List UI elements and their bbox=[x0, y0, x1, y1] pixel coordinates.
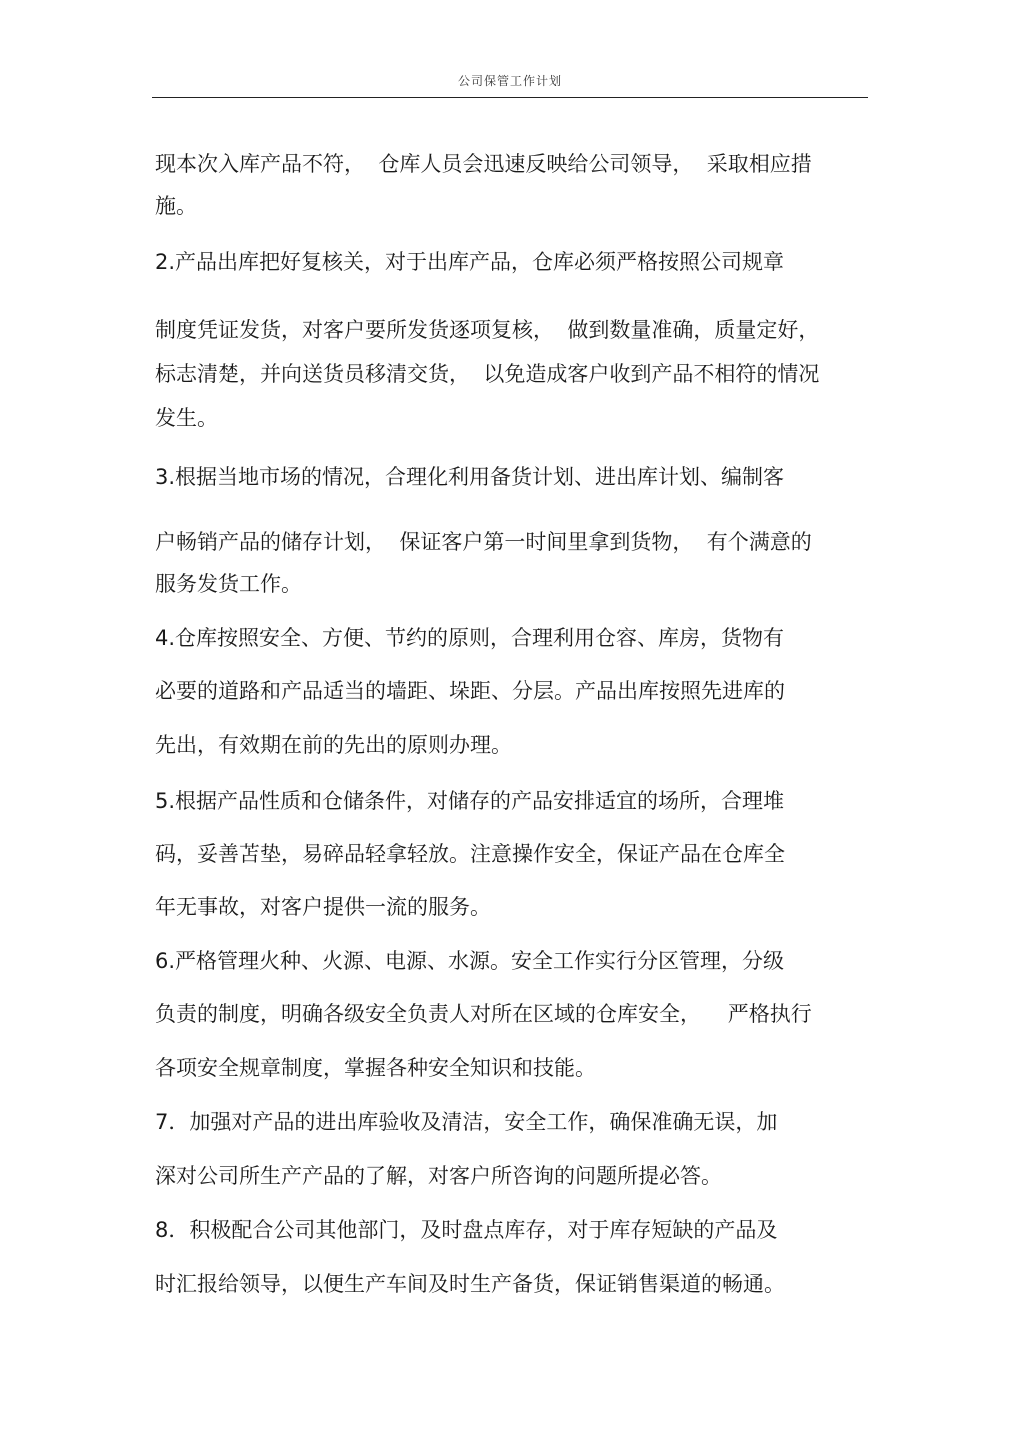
text-line: 2.产品出库把好复核关，对于出库产品，仓库必须严格按照公司规章 bbox=[155, 250, 785, 274]
text-line: 负责的制度，明确各级安全负责人对所在区域的仓库安全， 严格执行 bbox=[155, 1002, 812, 1026]
text-line: 年无事故，对客户提供一流的服务。 bbox=[155, 895, 491, 919]
text-line: 3.根据当地市场的情况，合理化利用备货计划、进出库计划、编制客 bbox=[155, 465, 785, 489]
text-line: 深对公司所生产产品的了解，对客户所咨询的问题所提必答。 bbox=[155, 1164, 722, 1188]
header-divider bbox=[152, 97, 868, 98]
text-line: 制度凭证发货，对客户要所发货逐项复核， 做到数量准确，质量定好， bbox=[155, 318, 820, 342]
text-line: 必要的道路和产品适当的墙距、垛距、分层。产品出库按照先进库的 bbox=[155, 679, 785, 703]
text-line: 5.根据产品性质和仓储条件，对储存的产品安排适宜的场所，合理堆 bbox=[155, 789, 785, 813]
page-header-title: 公司保管工作计划 bbox=[457, 74, 562, 88]
text-line: 户畅销产品的储存计划， 保证客户第一时间里拿到货物， 有个满意的 bbox=[155, 530, 812, 554]
text-line: 现本次入库产品不符， 仓库人员会迅速反映给公司领导， 采取相应措 bbox=[155, 152, 812, 176]
text-line: 时汇报给领导，以便生产车间及时生产备货，保证销售渠道的畅通。 bbox=[155, 1272, 785, 1296]
text-line: 码，妥善苫垫，易碎品轻拿轻放。注意操作安全，保证产品在仓库全 bbox=[155, 842, 785, 866]
text-line: 服务发货工作。 bbox=[155, 572, 302, 596]
text-line: 7．加强对产品的进出库验收及清洁，安全工作，确保准确无误，加 bbox=[155, 1110, 778, 1134]
text-line: 先出，有效期在前的先出的原则办理。 bbox=[155, 733, 512, 757]
text-line: 各项安全规章制度，掌握各种安全知识和技能。 bbox=[155, 1056, 596, 1080]
text-line: 6.严格管理火种、火源、电源、水源。安全工作实行分区管理，分级 bbox=[155, 949, 785, 973]
text-line: 4.仓库按照安全、方便、节约的原则，合理利用仓容、库房，货物有 bbox=[155, 626, 785, 650]
text-line: 施。 bbox=[155, 194, 197, 218]
text-line: 发生。 bbox=[155, 406, 218, 430]
text-line: 8．积极配合公司其他部门，及时盘点库存，对于库存短缺的产品及 bbox=[155, 1218, 778, 1242]
text-line: 标志清楚，并向送货员移清交货， 以免造成客户收到产品不相符的情况 bbox=[155, 362, 820, 386]
